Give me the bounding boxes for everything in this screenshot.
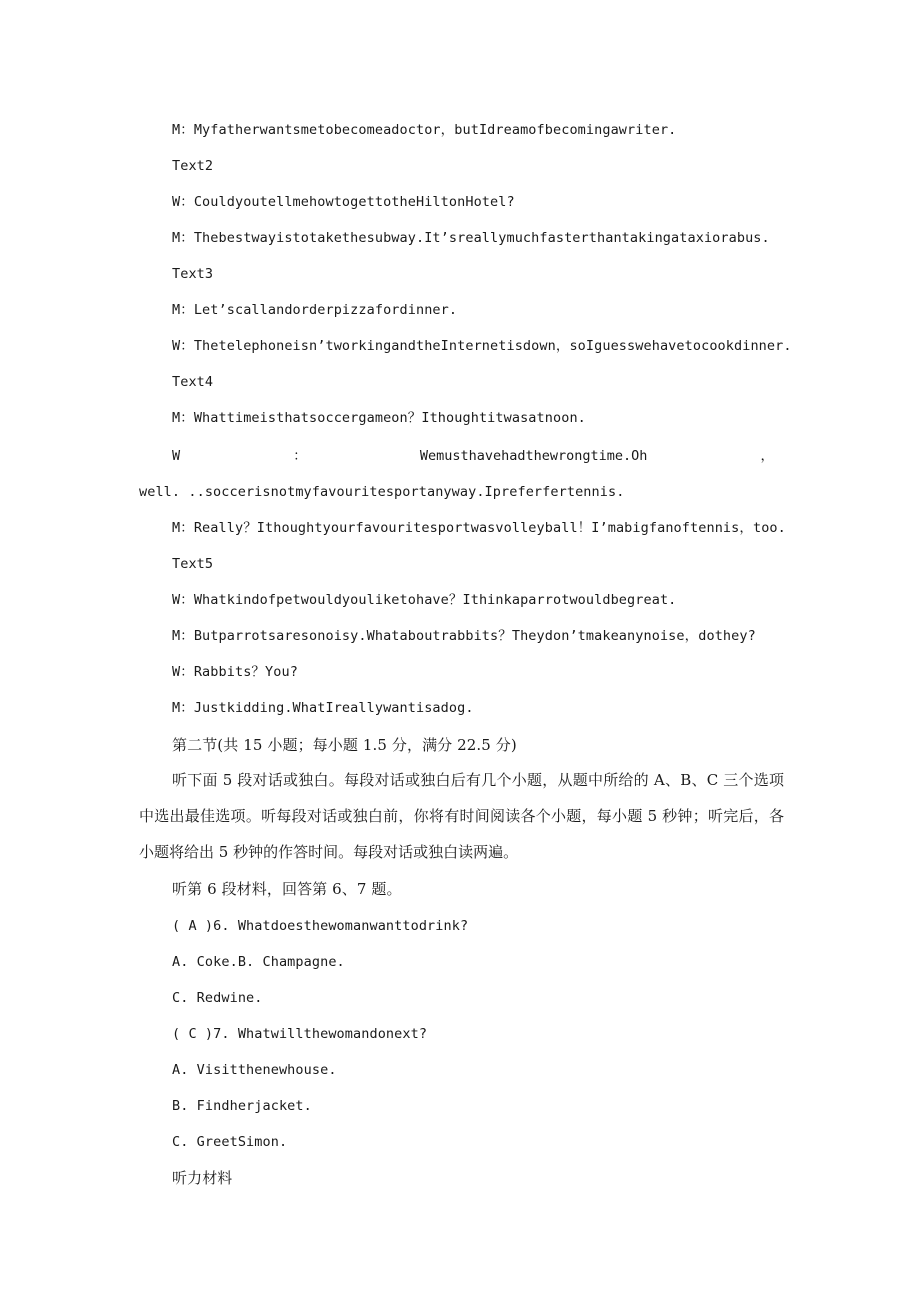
dialogue-line: M：Whattimeisthatsoccergameon？Ithoughtitwasatnoon. bbox=[172, 410, 586, 426]
script-label: 听力材料 bbox=[172, 1169, 233, 1187]
dialogue-line-continued: well. ..soccerisnotmyfavouritesportanyway.Ipreferfertennis. bbox=[139, 484, 625, 500]
text-heading: Text2 bbox=[172, 158, 214, 174]
dialogue-line-spread bbox=[172, 446, 774, 466]
dialogue-text: Wemusthavehadthewrongtime.Oh bbox=[419, 448, 648, 464]
dialogue-line: W：CouldyoutellmehowtogettotheHiltonHotel? bbox=[172, 194, 515, 210]
question-6: ( A )6. Whatdoesthewomanwanttodrink? bbox=[172, 918, 469, 934]
dialogue-line: M：Justkidding.WhatIreallywantisadog. bbox=[172, 700, 474, 716]
dialogue-line: M：Really？Ithoughtyourfavouritesportwasvolleyball！I’mabigfanoftennis，too. bbox=[172, 520, 786, 536]
option-line: C. GreetSimon. bbox=[172, 1134, 288, 1150]
text-heading: Text3 bbox=[172, 266, 214, 282]
dialogue-line: W：Thetelephoneisn’tworkingandtheInternetisdown，soIguesswehavetocookdinner. bbox=[172, 338, 792, 354]
material-heading: 听第 6 段材料，回答第 6、7 题。 bbox=[172, 880, 402, 898]
option-line: A. Visitthenewhouse. bbox=[172, 1062, 337, 1078]
dialogue-line: M：Thebestwayistotakethesubway.It’sreallymuchfasterthantakingataxiorabus. bbox=[172, 230, 770, 246]
text-heading: Text5 bbox=[172, 556, 214, 572]
instructions-paragraph: 听下面 5 段对话或独白。每段对话或独白后有几个小题，从题中所给的 A、B、C 三个选项中选出最佳选项。听每段对话或独白前，你将有时间阅读各个小题，每小题 5 秒钟；听完后，各小题将给出 5 秒钟的作答时间。每段对话或独白读两遍。 bbox=[139, 771, 784, 861]
section-heading: 第二节(共 15 小题；每小题 1.5 分，满分 22.5 分) bbox=[172, 736, 517, 754]
option-line: B. Findherjacket. bbox=[172, 1098, 312, 1114]
speaker-label: W bbox=[172, 448, 181, 464]
dialogue-comma: ， bbox=[760, 448, 774, 464]
dialogue-line: W：Whatkindofpetwouldyouliketohave？Ithinkaparrotwouldbegreat. bbox=[172, 592, 677, 608]
dialogue-line: M：Myfatherwantsmetobecomeadoctor，butIdreamofbecomingawriter. bbox=[172, 122, 677, 138]
dialogue-line: W：Rabbits？You? bbox=[172, 664, 298, 680]
text-heading: Text4 bbox=[172, 374, 214, 390]
option-line: C. Redwine. bbox=[172, 990, 263, 1006]
speaker-colon: ： bbox=[293, 448, 307, 464]
option-line: A. Coke.B. Champagne. bbox=[172, 954, 345, 970]
dialogue-line: M：Let’scallandorderpizzafordinner. bbox=[172, 302, 458, 318]
dialogue-line: M：Butparrotsaresonoisy.Whataboutrabbits？Theydon’tmakeanynoise，dothey? bbox=[172, 628, 756, 644]
question-7: ( C )7. Whatwillthewomandonext? bbox=[172, 1026, 428, 1042]
